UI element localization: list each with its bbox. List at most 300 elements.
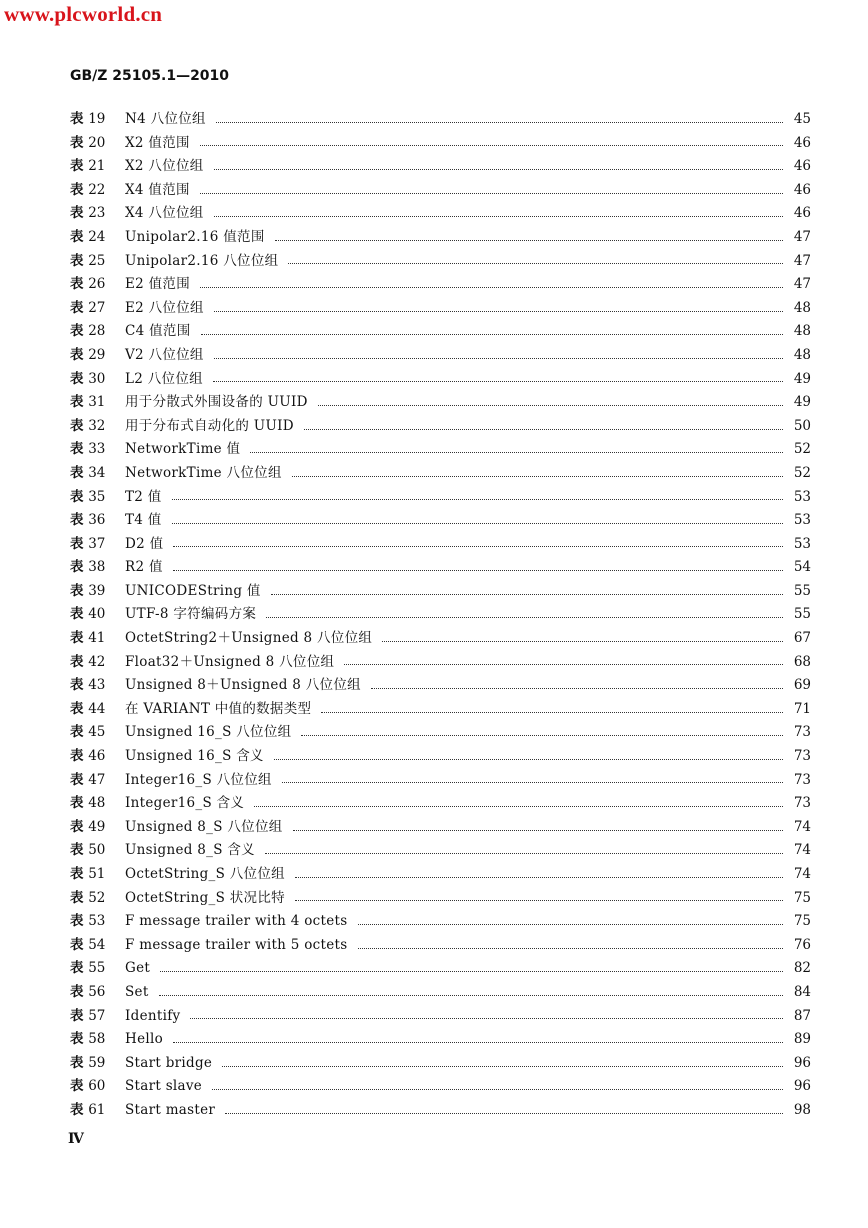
toc-entry-title: 在 VARIANT 中值的数据类型 <box>125 700 312 717</box>
toc-entry-title: X2 值范围 <box>125 134 190 151</box>
toc-dot-leader <box>301 734 783 736</box>
toc-entry-label <box>70 651 125 675</box>
toc-entry[interactable] <box>70 556 811 580</box>
toc-entry-number: 33 <box>88 441 106 458</box>
toc-entry-label <box>70 509 125 533</box>
toc-entry-number: 43 <box>88 677 106 694</box>
toc-entry-title: V2 八位位组 <box>125 346 204 363</box>
toc-entry-label <box>70 391 125 415</box>
toc-entry-prefix: 表 <box>70 252 84 269</box>
toc-entry-number: 45 <box>88 724 106 741</box>
toc-entry-prefix: 表 <box>70 394 84 411</box>
toc-entry[interactable] <box>70 1028 811 1052</box>
toc-entry-number: 21 <box>88 158 106 175</box>
toc-entry-title: Start master <box>125 1101 216 1118</box>
toc-entry-label <box>70 155 125 179</box>
toc-entry-number: 19 <box>88 111 106 127</box>
toc-entry-title: L2 八位位组 <box>125 370 203 387</box>
toc-entry-title: OctetString_S 八位位组 <box>125 866 285 882</box>
toc-entry-label <box>70 415 125 439</box>
toc-entry-page: 67 <box>793 630 811 647</box>
toc-dot-leader <box>371 687 783 689</box>
toc-entry-page: 55 <box>793 606 811 623</box>
toc-entry[interactable] <box>70 320 811 344</box>
toc-dot-leader <box>295 899 783 901</box>
toc-entry[interactable] <box>70 202 811 226</box>
toc-entry-prefix: 表 <box>70 960 84 977</box>
toc-entry-title: OctetString_S 状况比特 <box>125 889 285 906</box>
toc-entry-label <box>70 108 125 132</box>
toc-entry[interactable] <box>70 462 811 486</box>
toc-entry-prefix: 表 <box>70 323 84 340</box>
toc-entry-prefix: 表 <box>70 111 84 127</box>
toc-dot-leader <box>172 522 783 524</box>
toc-entry-prefix: 表 <box>70 748 84 765</box>
toc-entry-title: Unsigned 16_S 八位位组 <box>125 724 292 741</box>
toc-dot-leader <box>200 144 783 146</box>
toc-entry-prefix: 表 <box>70 1031 84 1048</box>
toc-entry-label <box>70 745 125 769</box>
toc-entry-label <box>70 250 125 274</box>
toc-entry-page: 53 <box>793 488 811 505</box>
toc-dot-leader <box>344 663 783 665</box>
toc-entry-title: Hello <box>125 1031 164 1048</box>
toc-entry-number: 39 <box>88 582 106 599</box>
toc-entry-page: 49 <box>793 394 811 411</box>
toc-dot-leader <box>293 829 783 831</box>
toc-entry-prefix: 表 <box>70 512 84 529</box>
toc-entry[interactable] <box>70 887 811 911</box>
toc-entry-label <box>70 533 125 557</box>
toc-dot-leader <box>173 569 783 571</box>
toc-entry-page: 74 <box>793 866 811 882</box>
toc-entry-label <box>70 273 125 297</box>
toc-entry-title: Unsigned 8_S 八位位组 <box>125 818 283 835</box>
toc-entry-title: 用于分散式外围设备的 UUID <box>125 394 308 411</box>
toc-dot-leader <box>265 852 783 854</box>
toc-entry-page: 71 <box>793 700 811 717</box>
toc-entry-prefix: 表 <box>70 417 84 434</box>
toc-entry-page: 73 <box>793 724 811 741</box>
toc-entry-prefix: 表 <box>70 818 84 835</box>
toc-entry-number: 23 <box>88 205 106 222</box>
toc-entry-page: 53 <box>793 535 811 552</box>
toc-entry-number: 42 <box>88 653 106 670</box>
toc-entry-label <box>70 769 125 793</box>
toc-entry-prefix: 表 <box>70 441 84 458</box>
toc-entry-prefix: 表 <box>70 913 84 930</box>
toc-entry-label <box>70 721 125 745</box>
toc-entry-number: 38 <box>88 559 106 576</box>
toc-dot-leader <box>173 1041 783 1043</box>
toc-entry-number: 36 <box>88 512 106 529</box>
toc-entry-prefix: 表 <box>70 535 84 552</box>
toc-entry-title: Unsigned 8＋Unsigned 8 八位位组 <box>125 677 361 694</box>
page-number: Ⅳ <box>68 1131 84 1147</box>
toc-entry-label <box>70 344 125 368</box>
toc-entry-title: E2 值范围 <box>125 276 191 293</box>
toc-entry-title: Unipolar2.16 八位位组 <box>125 252 279 269</box>
toc-entry-title: UTF-8 字符编码方案 <box>125 606 257 623</box>
toc-entry-title: X4 八位位组 <box>125 205 204 222</box>
toc-entry[interactable] <box>70 533 811 557</box>
toc-entry-number: 32 <box>88 417 106 434</box>
toc-entry-number: 51 <box>88 866 106 882</box>
toc-entry-label <box>70 863 125 887</box>
toc-entry[interactable] <box>70 368 811 392</box>
toc-entry[interactable] <box>70 651 811 675</box>
toc-entry-prefix: 表 <box>70 653 84 670</box>
toc-entry-page: 52 <box>793 464 811 481</box>
toc-entry[interactable] <box>70 957 811 981</box>
toc-entry-number: 35 <box>88 488 106 505</box>
toc-entry[interactable] <box>70 792 811 816</box>
toc-entry-page: 84 <box>793 983 811 1000</box>
toc-dot-leader <box>295 876 783 878</box>
toc-entry-label <box>70 438 125 462</box>
toc-entry-page: 96 <box>793 1078 811 1095</box>
toc-entry-label <box>70 1028 125 1052</box>
toc-entry-page: 98 <box>793 1101 811 1118</box>
toc-entry-number: 26 <box>88 276 106 293</box>
toc-dot-leader <box>201 333 783 335</box>
toc-entry-label <box>70 226 125 250</box>
toc-dot-leader <box>382 640 783 642</box>
toc-entry-page: 46 <box>793 205 811 222</box>
toc-entry-prefix: 表 <box>70 983 84 1000</box>
toc-entry-prefix: 表 <box>70 276 84 293</box>
toc-entry-label <box>70 981 125 1005</box>
toc-entry-label <box>70 1099 125 1123</box>
toc-dot-leader <box>250 451 783 453</box>
toc-entry-page: 68 <box>793 653 811 670</box>
toc-entry-label <box>70 839 125 863</box>
toc-entry[interactable] <box>70 486 811 510</box>
toc-entry-number: 24 <box>88 228 106 245</box>
toc-entry[interactable] <box>70 344 811 368</box>
toc-entry-page: 46 <box>793 181 811 198</box>
toc-entry-number: 55 <box>88 960 106 977</box>
toc-dot-leader <box>275 239 783 241</box>
toc-entry-title: X2 八位位组 <box>125 158 204 175</box>
toc-entry-number: 25 <box>88 252 106 269</box>
toc-entry-number: 54 <box>88 936 106 953</box>
toc-dot-leader <box>321 711 783 713</box>
watermark-url: www.plcworld.cn <box>4 2 163 26</box>
toc-entry-label <box>70 698 125 722</box>
toc-entry-prefix: 表 <box>70 181 84 198</box>
toc-entry-page: 75 <box>793 913 811 930</box>
toc-entry[interactable] <box>70 580 811 604</box>
toc-entry[interactable] <box>70 981 811 1005</box>
toc-entry-label <box>70 297 125 321</box>
toc-entry-number: 60 <box>88 1078 106 1095</box>
toc-entry-number: 41 <box>88 630 106 647</box>
toc-entry-page: 47 <box>793 252 811 269</box>
toc-entry[interactable] <box>70 769 811 793</box>
toc-entry-number: 20 <box>88 134 106 151</box>
toc-dot-leader <box>200 192 783 194</box>
toc-entry-prefix: 表 <box>70 464 84 481</box>
toc-dot-leader <box>173 545 783 547</box>
toc-entry-label <box>70 368 125 392</box>
standard-number-header: GB/Z 25105.1—2010 <box>70 68 230 84</box>
toc-entry-prefix: 表 <box>70 1101 84 1118</box>
toc-dot-leader <box>222 1065 783 1067</box>
toc-entry-number: 31 <box>88 394 106 411</box>
toc-entry-page: 47 <box>793 276 811 293</box>
toc-dot-leader <box>214 310 783 312</box>
toc-entry-prefix: 表 <box>70 346 84 363</box>
toc-entry-page: 50 <box>793 417 811 434</box>
toc-entry[interactable] <box>70 438 811 462</box>
toc-entry-page: 47 <box>793 228 811 245</box>
toc-entry-prefix: 表 <box>70 700 84 717</box>
toc-entry[interactable] <box>70 627 811 651</box>
toc-entry-page: 73 <box>793 748 811 765</box>
toc-entry[interactable] <box>70 910 811 934</box>
toc-entry-title: NetworkTime 值 <box>125 441 241 458</box>
toc-entry-page: 55 <box>793 582 811 599</box>
toc-entry-label <box>70 556 125 580</box>
toc-entry-title: Get <box>125 960 151 977</box>
toc-entry-title: X4 值范围 <box>125 181 190 198</box>
toc-dot-leader <box>160 970 783 972</box>
toc-entry-prefix: 表 <box>70 866 84 882</box>
toc-entry-label <box>70 910 125 934</box>
toc-entry-page: 74 <box>793 818 811 835</box>
toc-entry-title: T4 值 <box>125 512 162 529</box>
toc-entry-page: 52 <box>793 441 811 458</box>
toc-entry[interactable] <box>70 934 811 958</box>
toc-entry[interactable] <box>70 839 811 863</box>
toc-dot-leader <box>288 262 783 264</box>
toc-entry-title: N4 八位位组 <box>125 111 206 127</box>
toc-entry-title: D2 值 <box>125 535 164 552</box>
toc-entry-prefix: 表 <box>70 795 84 812</box>
toc-entry-page: 48 <box>793 346 811 363</box>
toc-entry-number: 37 <box>88 535 106 552</box>
toc-dot-leader <box>254 805 783 807</box>
toc-entry-page: 49 <box>793 370 811 387</box>
toc-entry[interactable] <box>70 391 811 415</box>
toc-entry-page: 87 <box>793 1007 811 1024</box>
toc-entry-prefix: 表 <box>70 842 84 859</box>
toc-entry-page: 48 <box>793 299 811 316</box>
toc-entry[interactable] <box>70 863 811 887</box>
toc-entry-title: Unipolar2.16 值范围 <box>125 228 265 245</box>
toc-entry-prefix: 表 <box>70 936 84 953</box>
toc-entry-page: 48 <box>793 323 811 340</box>
toc-entry-title: F message trailer with 5 octets <box>125 936 348 953</box>
toc-entry-number: 29 <box>88 346 106 363</box>
toc-entry-prefix: 表 <box>70 677 84 694</box>
toc-entry-prefix: 表 <box>70 228 84 245</box>
toc-entry-prefix: 表 <box>70 158 84 175</box>
toc-entry-page: 89 <box>793 1031 811 1048</box>
toc-entry-title: Identify <box>125 1007 181 1024</box>
toc-entry-prefix: 表 <box>70 724 84 741</box>
toc-entry-number: 46 <box>88 748 106 765</box>
toc-dot-leader <box>200 286 783 288</box>
toc-entry-title: Start slave <box>125 1078 203 1095</box>
toc-entry-page: 46 <box>793 158 811 175</box>
toc-entry[interactable] <box>70 1099 811 1123</box>
toc-entry-number: 57 <box>88 1007 106 1024</box>
toc-entry-page: 82 <box>793 960 811 977</box>
table-of-figures-list <box>70 108 811 1123</box>
toc-entry-number: 49 <box>88 818 106 835</box>
toc-entry-title: C4 值范围 <box>125 323 191 340</box>
toc-entry-prefix: 表 <box>70 1054 84 1071</box>
toc-dot-leader <box>214 215 783 217</box>
toc-entry[interactable] <box>70 745 811 769</box>
toc-entry[interactable] <box>70 721 811 745</box>
toc-entry[interactable] <box>70 698 811 722</box>
toc-entry-title: Unsigned 8_S 含义 <box>125 842 255 859</box>
toc-entry-number: 44 <box>88 700 106 717</box>
toc-dot-leader <box>358 923 784 925</box>
toc-dot-leader <box>282 781 783 783</box>
toc-entry-title: E2 八位位组 <box>125 299 204 316</box>
toc-entry-page: 96 <box>793 1054 811 1071</box>
toc-entry-label <box>70 202 125 226</box>
toc-entry[interactable] <box>70 509 811 533</box>
toc-entry-title: OctetString2＋Unsigned 8 八位位组 <box>125 630 373 647</box>
toc-entry[interactable] <box>70 1052 811 1076</box>
toc-entry-page: 73 <box>793 795 811 812</box>
toc-dot-leader <box>318 404 783 406</box>
toc-entry-title: Start bridge <box>125 1054 213 1071</box>
toc-entry[interactable] <box>70 179 811 203</box>
toc-entry-page: 45 <box>793 111 811 127</box>
toc-dot-leader <box>358 947 784 949</box>
toc-entry-number: 50 <box>88 842 106 859</box>
toc-entry-number: 56 <box>88 983 106 1000</box>
toc-entry-title: Set <box>125 983 149 1000</box>
toc-entry-label <box>70 486 125 510</box>
toc-dot-leader <box>214 357 783 359</box>
toc-entry-number: 52 <box>88 889 106 906</box>
toc-entry-page: 46 <box>793 134 811 151</box>
toc-entry-page: 54 <box>793 559 811 576</box>
toc-entry-label <box>70 1052 125 1076</box>
toc-entry[interactable] <box>70 226 811 250</box>
toc-dot-leader <box>292 475 783 477</box>
toc-entry-prefix: 表 <box>70 134 84 151</box>
toc-entry-prefix: 表 <box>70 630 84 647</box>
toc-entry-title: UNICODEString 值 <box>125 582 261 599</box>
toc-entry-prefix: 表 <box>70 370 84 387</box>
toc-entry-prefix: 表 <box>70 889 84 906</box>
toc-entry[interactable] <box>70 132 811 156</box>
toc-entry-number: 28 <box>88 323 106 340</box>
toc-entry-title: Integer16_S 八位位组 <box>125 771 272 788</box>
toc-entry-label <box>70 627 125 651</box>
toc-entry-number: 61 <box>88 1101 106 1118</box>
toc-entry-number: 59 <box>88 1054 106 1071</box>
toc-entry-title: 用于分布式自动化的 UUID <box>125 417 294 434</box>
toc-entry[interactable] <box>70 273 811 297</box>
toc-entry-label <box>70 674 125 698</box>
toc-dot-leader <box>159 994 783 996</box>
toc-dot-leader <box>266 616 783 618</box>
toc-entry-page: 69 <box>793 677 811 694</box>
toc-entry[interactable] <box>70 1075 811 1099</box>
toc-entry-prefix: 表 <box>70 205 84 222</box>
toc-entry[interactable] <box>70 816 811 840</box>
toc-entry-prefix: 表 <box>70 582 84 599</box>
toc-entry[interactable] <box>70 108 811 132</box>
toc-dot-leader <box>304 428 783 430</box>
toc-entry-prefix: 表 <box>70 559 84 576</box>
toc-entry-number: 48 <box>88 795 106 812</box>
toc-entry[interactable] <box>70 250 811 274</box>
toc-entry-title: Integer16_S 含义 <box>125 795 245 812</box>
toc-dot-leader <box>172 498 783 500</box>
toc-entry-prefix: 表 <box>70 606 84 623</box>
toc-dot-leader <box>190 1017 783 1019</box>
toc-entry-page: 73 <box>793 771 811 788</box>
toc-entry-number: 53 <box>88 913 106 930</box>
toc-entry-number: 40 <box>88 606 106 623</box>
toc-entry-label <box>70 1075 125 1099</box>
toc-entry-title: NetworkTime 八位位组 <box>125 464 282 481</box>
toc-dot-leader <box>212 1088 783 1090</box>
toc-entry-title: T2 值 <box>125 488 162 505</box>
toc-entry-label <box>70 792 125 816</box>
toc-entry[interactable] <box>70 415 811 439</box>
toc-entry-label <box>70 320 125 344</box>
toc-dot-leader <box>213 380 783 382</box>
toc-entry-number: 27 <box>88 299 106 316</box>
toc-entry[interactable] <box>70 1005 811 1029</box>
toc-entry-prefix: 表 <box>70 1078 84 1095</box>
toc-entry-label <box>70 887 125 911</box>
toc-entry-label <box>70 132 125 156</box>
toc-dot-leader <box>274 758 783 760</box>
toc-entry-title: F message trailer with 4 octets <box>125 913 348 930</box>
toc-entry[interactable] <box>70 155 811 179</box>
toc-entry[interactable] <box>70 603 811 627</box>
toc-entry-number: 47 <box>88 771 106 788</box>
toc-entry[interactable] <box>70 674 811 698</box>
toc-entry-prefix: 表 <box>70 299 84 316</box>
toc-entry-number: 22 <box>88 181 106 198</box>
toc-entry-prefix: 表 <box>70 771 84 788</box>
toc-dot-leader <box>271 593 783 595</box>
toc-entry-page: 75 <box>793 889 811 906</box>
toc-entry-prefix: 表 <box>70 1007 84 1024</box>
toc-entry-label <box>70 934 125 958</box>
toc-entry-label <box>70 603 125 627</box>
toc-entry-title: R2 值 <box>125 559 163 576</box>
toc-dot-leader <box>225 1112 783 1114</box>
toc-entry-label <box>70 1005 125 1029</box>
toc-dot-leader <box>216 121 783 123</box>
toc-dot-leader <box>214 168 783 170</box>
toc-entry-label <box>70 462 125 486</box>
toc-entry-number: 58 <box>88 1031 106 1048</box>
toc-entry-prefix: 表 <box>70 488 84 505</box>
toc-entry-page: 74 <box>793 842 811 859</box>
toc-entry-label <box>70 816 125 840</box>
toc-entry[interactable] <box>70 297 811 321</box>
toc-entry-page: 53 <box>793 512 811 529</box>
toc-entry-number: 30 <box>88 370 106 387</box>
toc-entry-label <box>70 580 125 604</box>
toc-entry-page: 76 <box>793 936 811 953</box>
